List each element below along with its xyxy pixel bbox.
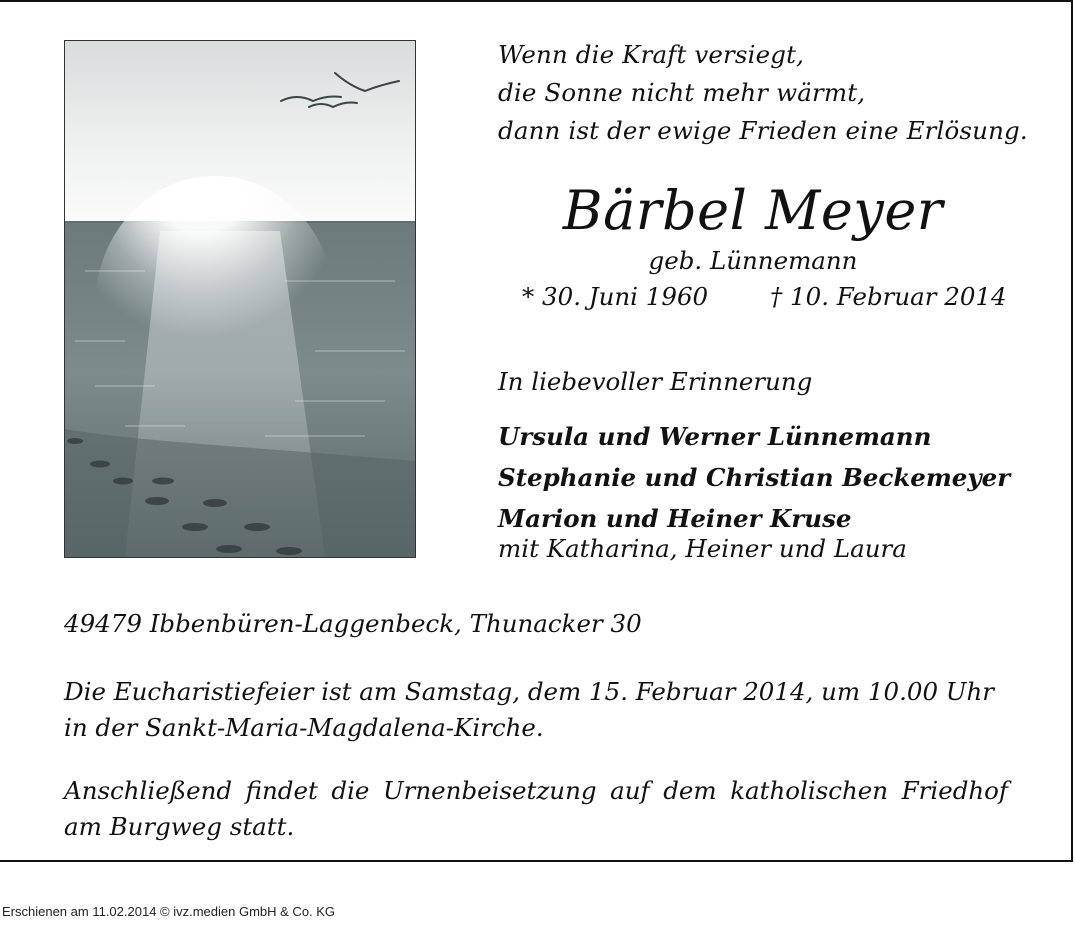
mourner: Stephanie und Christian Beckemeyer: [498, 463, 1011, 492]
service-info: Die Eucharistiefeier ist am Samstag, dem 15. Februar 2014, um 10.00 Uhr in der Sankt-Maria-Magdalena-Kirche.: [64, 677, 994, 742]
deceased-name: Bärbel Meyer: [562, 179, 944, 242]
death-date: † 10. Februar 2014: [770, 282, 1007, 311]
sea-sunset-image: [64, 40, 416, 558]
verse-line: die Sonne nicht mehr wärmt,: [498, 78, 866, 107]
burial-info: Anschließend findet die Urnenbeisetzung auf dem katholischen Friedhof am Burgweg statt.: [64, 776, 1008, 841]
mourners-list: [498, 416, 1038, 565]
publication-footer: Erschienen am 11.02.2014 © ivz.medien GmbH & Co. KG: [2, 904, 336, 919]
birth-name: geb. Lünnemann: [648, 246, 858, 275]
mourner: Marion und Heiner Kruse: [498, 504, 852, 533]
verse-line: Wenn die Kraft versiegt,: [498, 40, 805, 69]
mourner: Ursula und Werner Lünnemann: [498, 422, 932, 451]
verse-line: dann ist der ewige Frieden eine Erlösung.: [498, 116, 1028, 145]
memory-line: In liebevoller Erinnerung: [498, 367, 813, 396]
life-dates: [498, 281, 1008, 313]
verse: [498, 36, 1028, 150]
mourners-extra: mit Katharina, Heiner und Laura: [498, 534, 907, 563]
birth-date: * 30. Juni 1960: [522, 282, 709, 311]
address: 49479 Ibbenbüren-Laggenbeck, Thunacker 30: [64, 609, 642, 638]
